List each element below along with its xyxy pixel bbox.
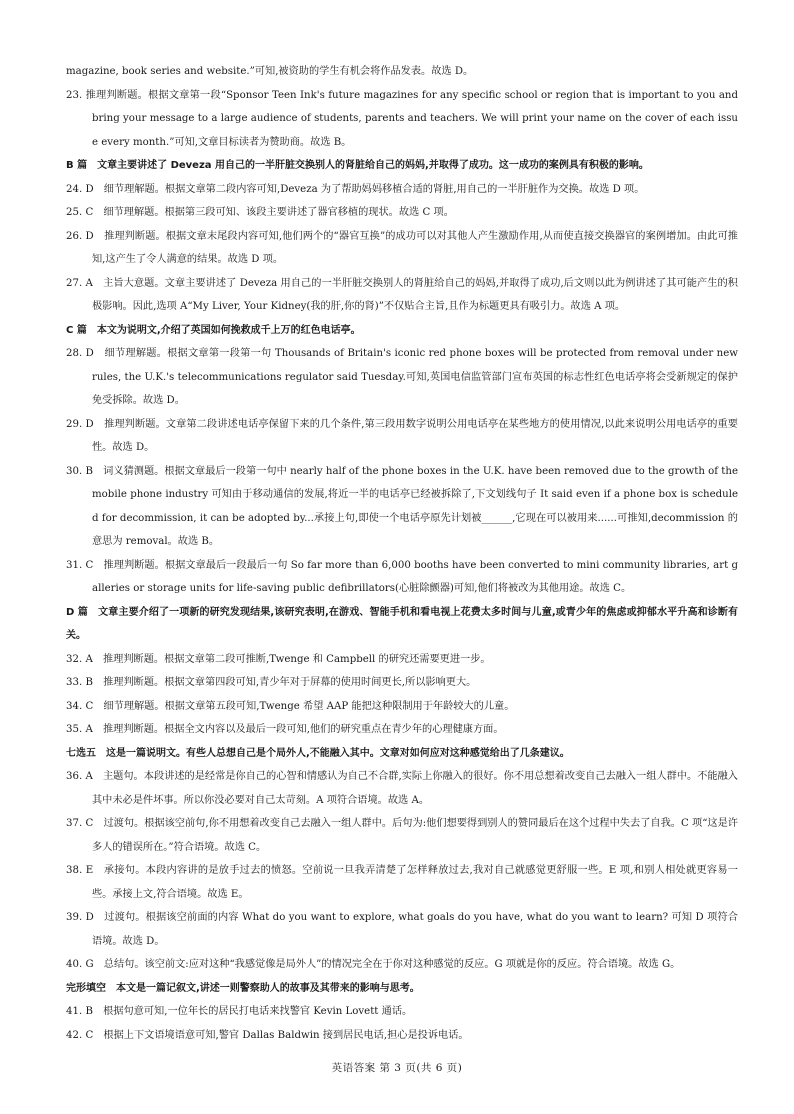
section-heading: D 篇 文章主要介绍了一项新的研究发现结果,该研究表明,在游戏、智能手机和看电视上花费太多时间与儿童,或青少年的焦虑或抑郁水平升高和诊断有关。 — [66, 606, 738, 641]
answer-item: 38. E 承接句。本段内容讲的是放手过去的愤怒。空前说一旦我弄清楚了怎样释放过去,我对自己就感觉更舒服一些。E 项,和别人相处就更容易一些。承接上文,符合语境。故选 E。 — [66, 865, 738, 900]
section-heading: B 篇 文章主要讲述了 Deveza 用自己的一半肝脏交换别人的肾脏给自己的妈妈,并取得了成功。这一成功的案例具有积极的影响。 — [66, 160, 649, 171]
answer-item: 28. D 细节理解题。根据文章第一段第一句 Thousands of Britain's iconic red phone boxes will be protected from removal under new rules, the U.K.'s telecommunications regulator said Tuesday.可知,英国电信监管部门宣布英国的标志性红色电话亭将会受新规定的保护免受拆除。故选 D。 — [66, 348, 738, 406]
answer-item: 32. A 推理判断题。根据文章第二段可推断,Twenge 和 Campbell 的研究还需要更进一步。 — [66, 653, 491, 665]
answer-item: 23. 推理判断题。根据文章第一段“Sponsor Teen Ink's future magazines for any specific school or region that is important to you and bring your message to a large audience of students, parents and teachers. We will print your name on the cover of each issue every month.”可知,文章目标读者为赞助商。故选 B。 — [66, 89, 738, 148]
answer-item: 27. A 主旨大意题。文章主要讲述了 Deveza 用自己的一半肝脏交换别人的肾脏给自己的妈妈,并取得了成功,后文则以此为例讲述了其可能产生的积极影响。因此,选项 A“My Liver, Your Kidney(我的肝,你的肾)”不仅贴合主旨,且作为标题更具有吸引力。故选 A 项。 — [66, 277, 738, 312]
continued-text: magazine, book series and website.”可知,被资助的学生有机会将作品发表。故选 D。 — [66, 66, 474, 77]
answer-item: 26. D 推理判断题。根据文章末尾段内容可知,他们两个的“器官互换”的成功可以对其他人产生激励作用,从而使直接交换器官的案例增加。由此可推知,这产生了令人满意的结果。故选 D 项。 — [66, 230, 738, 265]
answer-item: 35. A 推理判断题。根据全文内容以及最后一段可知,他们的研究重点在青少年的心理健康方面。 — [66, 724, 504, 735]
answer-item: 41. B 根据句意可知,一位年长的居民打电话来找警官 Kevin Lovett 通话。 — [66, 1006, 413, 1017]
page-footer: 英语答案 第 3 页(共 6 页) — [331, 1062, 463, 1074]
answer-item: 37. C 过渡句。根据该空前句,你不用想着改变自己去融入一组人群中。后句为:他们想要得到别人的赞同最后在这个过程中失去了自我。C 项“这是许多人的错误所在。”符合语境。故选 C。 — [66, 818, 738, 853]
answer-item: 39. D 过渡句。根据该空前面的内容 What do you want to explore, what goals do you have, what do you want to learn? 可知 D 项符合语境。故选 D。 — [66, 912, 738, 947]
answer-item: 30. B 词义猜测题。根据文章最后一段第一句中 nearly half of the phone boxes in the U.K. have been removed due to the growth of the mobile phone industry 可知由于移动通信的发展,将近一半的电话亭已经被拆除了,下文划线句子 It said even if a phone box is scheduled for decommission, it can be adopted by...承接上句,即使一个电话亭原先计划被______,它现在可以被用来......可推知,decommission 的意思为 removal。故选 B。 — [66, 465, 738, 547]
answer-item: 40. G 总结句。该空前文:应对这种“我感觉像是局外人”的情况完全在于你对这种感觉的反应。G 项就是你的反应。符合语境。故选 G。 — [66, 959, 681, 970]
answer-item: 34. C 细节理解题。根据文章第五段可知,Twenge 希望 AAP 能把这种限制用于年龄较大的儿童。 — [66, 700, 515, 712]
answer-content — [66, 60, 738, 1047]
section-heading: 完形填空 本文是一篇记叙文,讲述一则警察助人的故事及其带来的影响与思考。 — [66, 982, 420, 994]
section-heading: 七选五 这是一篇说明文。有些人总想自己是个局外人,不能融入其中。文章对如何应对这种感觉给出了几条建议。 — [66, 747, 570, 759]
answer-item: 25. C 细节理解题。根据第三段可知、该段主要讲述了器官移植的现状。故选 C 项。 — [66, 207, 454, 218]
answer-item: 36. A 主题句。本段讲述的是经常是你自己的心智和情感认为自己不合群,实际上你融入的很好。你不用总想着改变自己去融入一组人群中。不能融入其中未必是件坏事。所以你没必要对自己太苛刻。A 项符合语境。故选 A。 — [66, 771, 738, 806]
answer-item: 33. B 推理判断题。根据文章第四段可知,青少年对于屏幕的使用时间更长,所以影响更大。 — [66, 677, 477, 688]
answer-item: 42. C 根据上下文语境语意可知,警官 Dallas Baldwin 接到居民电话,担心是投诉电话。 — [66, 1029, 469, 1041]
answer-item: 24. D 细节理解题。根据文章第二段内容可知,Deveza 为了帮助妈妈移植合适的肾脏,用自己的一半肝脏作为交换。故选 D 项。 — [66, 183, 645, 195]
answer-item: 31. C 推理判断题。根据文章最后一段最后一句 So far more than 6,000 booths have been converted to mini community libraries, art galleries or storage units for life-saving public defibrillators(心脏除颤器)可知,他们将被改为其他用途。故选 C。 — [66, 559, 738, 594]
answer-item: 29. D 推理判断题。文章第二段讲述电话亭保留下来的几个条件,第三段用数字说明公用电话亭在某些地方的使用情况,以此来说明公用电话亭的重要性。故选 D。 — [66, 418, 738, 453]
section-heading: C 篇 本文为说明文,介绍了英国如何挽救成千上万的红色电话亭。 — [66, 324, 361, 336]
